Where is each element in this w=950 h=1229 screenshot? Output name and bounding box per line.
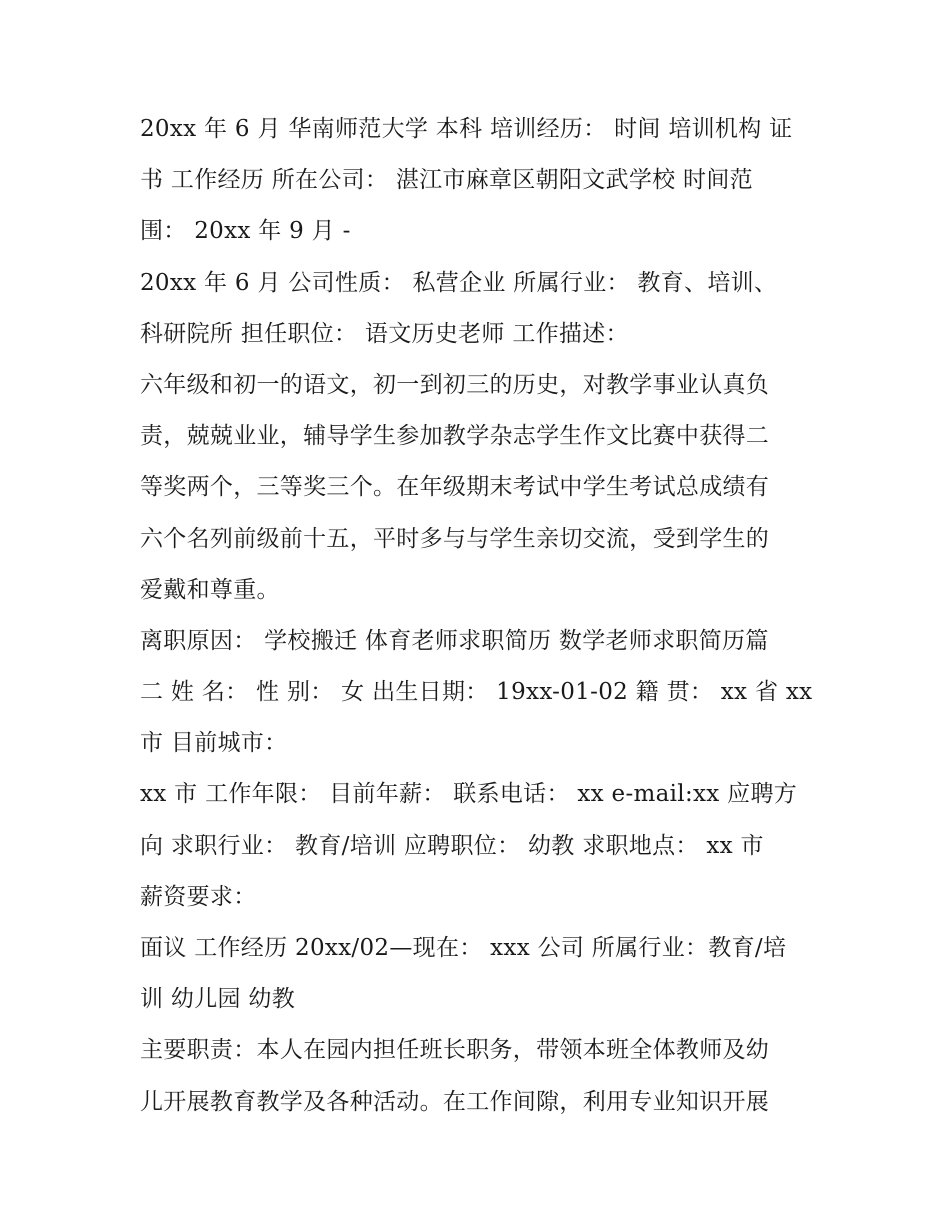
document-body xyxy=(140,104,820,1128)
text-line: 离职原因： 学校搬迁 体育老师求职简历 数学老师求职简历篇 xyxy=(140,627,769,654)
text-line: 科研院所 担任职位： 语文历史老师 工作描述： xyxy=(140,320,629,347)
text-line: 主要职责：本人在园内担任班长职务，带领本班全体教师及幼 xyxy=(140,1037,770,1064)
text-line: 书 工作经历 所在公司： 湛江市麻章区朝阳文武学校 时间范 xyxy=(140,167,753,194)
text-line: 20xx 年 6 月 华南师范大学 本科 培训经历： 时间 培训机构 证 xyxy=(140,116,793,142)
text-line: 面议 工作经历 20xx/02—现在： xxx 公司 所属行业：教育/培 xyxy=(140,935,787,961)
text-line: 爱戴和尊重。 xyxy=(140,576,280,603)
text-line: 薪资要求： xyxy=(140,883,257,910)
text-line: 市 目前城市： xyxy=(140,730,288,757)
text-line: 儿开展教育教学及各种活动。在工作间隙，利用专业知识开展 xyxy=(140,1088,770,1115)
text-line: 向 求职行业： 教育/培训 应聘职位： 幼教 求职地点： xx 市 xyxy=(140,832,764,859)
text-line: 等奖两个，三等奖三个。在年级期末考试中学生考试总成绩有 xyxy=(140,474,770,501)
text-line: 责，兢兢业业，辅导学生参加教学杂志学生作文比赛中获得二 xyxy=(140,423,770,450)
text-line: 围： 20xx 年 9 月 - xyxy=(140,218,351,245)
text-line: xx 市 工作年限： 目前年薪： 联系电话： xx e-mail:xx 应聘方 xyxy=(140,781,798,808)
text-line: 六个名列前级前十五，平时多与与学生亲切交流，受到学生的 xyxy=(140,525,770,552)
text-line: 六年级和初一的语文，初一到初三的历史，对教学事业认真负 xyxy=(140,371,770,398)
text-line: 20xx 年 6 月 公司性质： 私营企业 所属行业： 教育、培训、 xyxy=(140,269,778,296)
text-line: 训 幼儿园 幼教 xyxy=(140,986,296,1013)
text-line: 二 姓 名： 性 别： 女 出生日期： 19xx-01-02 籍 贯： xx 省 xx xyxy=(140,679,813,706)
